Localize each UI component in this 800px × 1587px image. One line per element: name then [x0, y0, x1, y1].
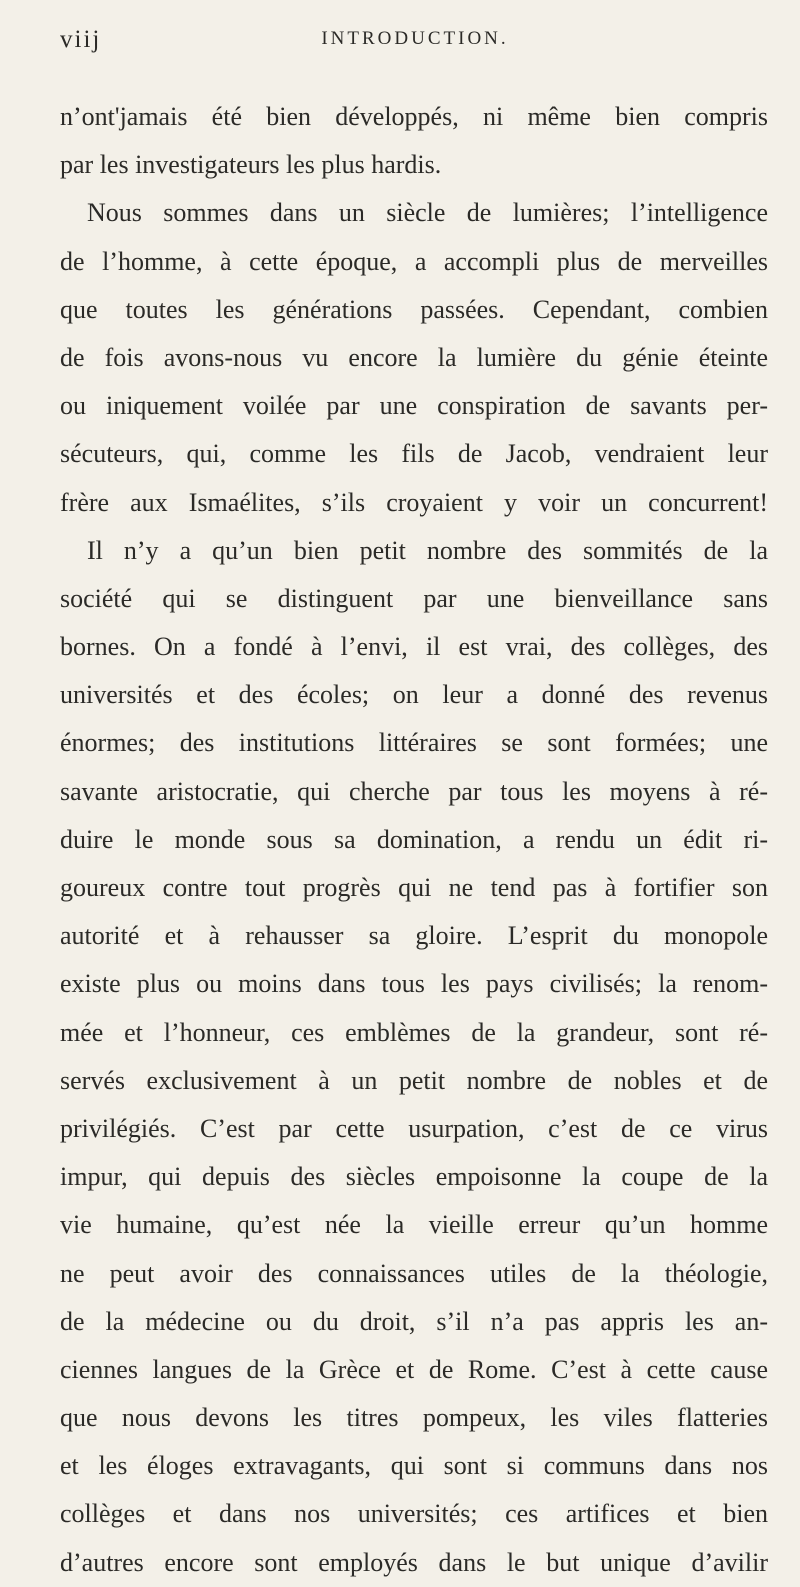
text-line: privilégiés. C’est par cette usurpation, c’est de ce virus [60, 1113, 768, 1143]
text-line: société qui se distinguent par une bienveillance sans [60, 583, 768, 613]
text-line: servés exclusivement à un petit nombre de nobles et de [60, 1065, 768, 1095]
text-line: savante aristocratie, qui cherche par tous les moyens à ré- [60, 776, 768, 806]
text-line: énormes; des institutions littéraires se sont formées; une [60, 728, 768, 758]
text-line: sécuteurs, qui, comme les fils de Jacob, vendraient leur [60, 439, 768, 469]
page-number: viij [60, 26, 102, 53]
text-line: collèges et dans nos universités; ces artifices et bien [60, 1499, 768, 1529]
text-line: d’autres encore sont employés dans le but unique d’avilir [60, 1547, 768, 1577]
text-line: et les éloges extravagants, qui sont si communs dans nos [60, 1451, 768, 1481]
text-line: impur, qui depuis des siècles empoisonne la coupe de la [60, 1162, 768, 1192]
text-line: bornes. On a fondé à l’envi, il est vrai, des collèges, des [60, 632, 768, 662]
text-line: par les investigateurs les plus hardis. [60, 150, 442, 180]
running-title: INTRODUCTION. [321, 28, 509, 49]
text-line: autorité et à rehausser sa gloire. L’esprit du monopole [60, 921, 768, 951]
text-line: de la médecine ou du droit, s’il n’a pas appris les an- [60, 1306, 768, 1336]
text-line: frère aux Ismaélites, s’ils croyaient y voir un concurrent! [60, 487, 768, 517]
text-line: de l’homme, à cette époque, a accompli plus de merveilles [60, 246, 768, 276]
running-head [60, 20, 770, 60]
body-text [60, 93, 770, 1587]
text-line: que nous devons les titres pompeux, les viles flatteries [60, 1403, 768, 1433]
text-line: ou iniquement voilée par une conspiration de savants per- [60, 391, 768, 421]
text-line: duire le monde sous sa domination, a rendu un édit ri- [60, 824, 768, 854]
text-line: vie humaine, qu’est née la vieille erreur qu’un homme [60, 1210, 768, 1240]
text-line: Nous sommes dans un siècle de lumières; l’intelligence [87, 198, 768, 228]
text-line: Il n’y a qu’un bien petit nombre des sommités de la [87, 535, 768, 565]
text-line: que toutes les générations passées. Cependant, combien [60, 294, 768, 324]
text-line: de fois avons-nous vu encore la lumière du génie éteinte [60, 342, 768, 372]
text-line: goureux contre tout progrès qui ne tend pas à fortifier son [60, 873, 768, 902]
text-line: ne peut avoir des connaissances utiles de la théologie, [60, 1258, 768, 1288]
text-line: n’ont'jamais été bien développés, ni même bien compris [60, 102, 768, 131]
text-line: universités et des écoles; on leur a donné des revenus [60, 680, 768, 710]
text-line: existe plus ou moins dans tous les pays civilisés; la renom- [60, 969, 768, 999]
text-line: ciennes langues de la Grèce et de Rome. C’est à cette cause [60, 1354, 768, 1384]
text-line: mée et l’honneur, ces emblèmes de la grandeur, sont ré- [60, 1017, 768, 1047]
